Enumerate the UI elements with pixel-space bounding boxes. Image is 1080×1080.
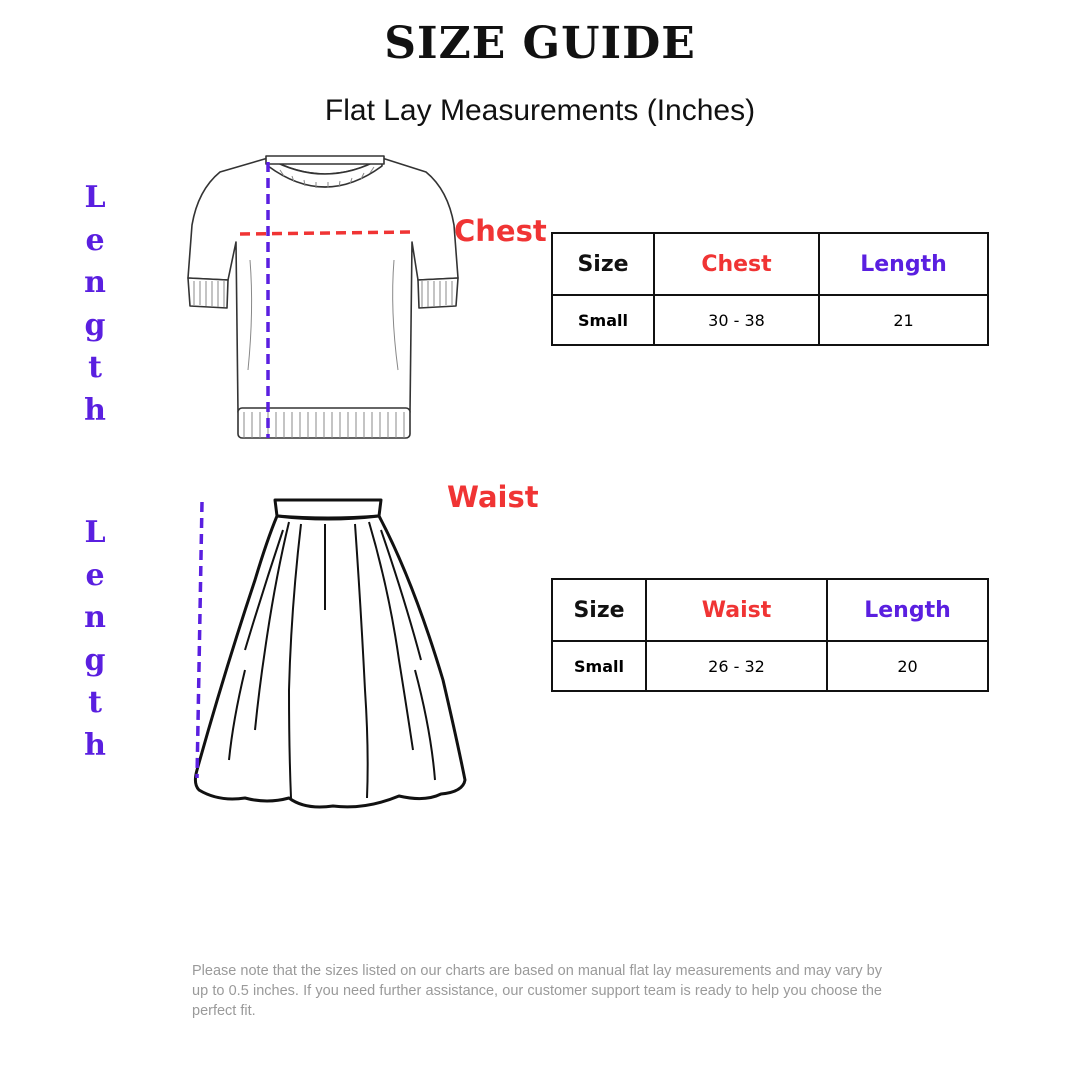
- length-letter: e: [85, 222, 105, 258]
- length-letter: L: [84, 180, 106, 215]
- header-length: Length: [827, 579, 988, 641]
- chest-callout: Chest: [454, 214, 547, 248]
- length-letter: n: [84, 265, 106, 300]
- measurement-note: Please note that the sizes listed on our charts are based on manual flat lay measurements and may vary by up to 0.5 inches. If you need further assistance, our customer support team is ready to help you choose the perfect fit.: [192, 963, 882, 1019]
- cell-size: Small: [552, 641, 646, 691]
- table-header-row: [552, 579, 988, 641]
- table-row: [552, 295, 988, 345]
- length-letter: L: [84, 515, 106, 550]
- table-row: [552, 641, 988, 691]
- cell-waist: 26 - 32: [646, 641, 827, 691]
- tshirt-icon: [180, 150, 470, 450]
- table-header-row: [552, 233, 988, 295]
- length-letter: t: [88, 685, 102, 720]
- header-chest: Chest: [654, 233, 819, 295]
- length-letter: e: [85, 557, 105, 593]
- cell-length: 20: [827, 641, 988, 691]
- cell-chest: 30 - 38: [654, 295, 819, 345]
- length-letter: h: [84, 727, 106, 763]
- header-size: Size: [552, 579, 646, 641]
- header-waist: Waist: [646, 579, 827, 641]
- waist-callout: Waist: [447, 480, 539, 514]
- top-size-table: [551, 232, 989, 346]
- bottom-length-vertical-label: [80, 512, 110, 767]
- length-letter: g: [84, 307, 106, 343]
- header-size: Size: [552, 233, 654, 295]
- header-length: Length: [819, 233, 988, 295]
- top-length-vertical-label: [80, 177, 110, 432]
- length-letter: h: [84, 392, 106, 428]
- bottom-size-table: [551, 578, 989, 692]
- length-letter: g: [84, 642, 106, 678]
- cell-length: 21: [819, 295, 988, 345]
- page-subtitle: Flat Lay Measurements (Inches): [324, 94, 756, 127]
- page-title: SIZE GUIDE: [384, 18, 696, 69]
- length-letter: n: [84, 600, 106, 635]
- skirt-icon: [185, 490, 475, 820]
- cell-size: Small: [552, 295, 654, 345]
- length-letter: t: [88, 350, 102, 385]
